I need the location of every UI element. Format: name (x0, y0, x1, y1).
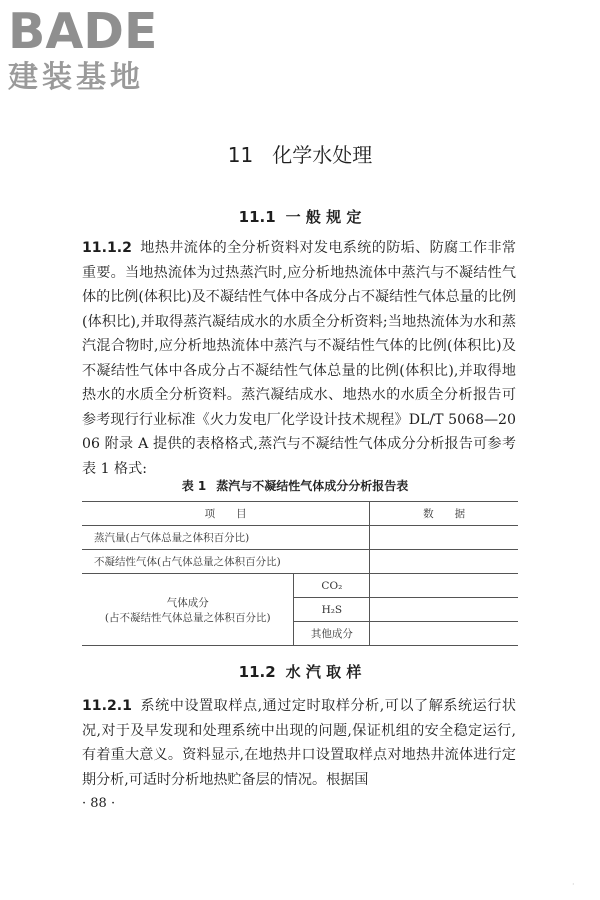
section-heading-11-1 (0, 207, 600, 227)
clause-text: 地热井流体的全分析资料对发电系统的防垢、防腐工作非常重要。当地热流体为过热蒸汽时,应分析地热流体中蒸汽与不凝结性气体的比例(体积比)及不凝结性气体中各成分占不凝结性气体总量的比例(体积比),并取得蒸汽凝结成水的水质全分析资料;当地热流体为水和蒸汽混合物时,应分析地热流体中蒸汽与不凝结性气体的比例(体积比)及不凝结性气体中各成分占不凝结性气体总量的比例(体积比),并取得地热水的水质全分析资料。蒸汽凝结成水、地热水的水质全分析报告可参考现行行业标准《火力发电厂化学设计技术规程》DL/T 5068—2006 附录 A 提供的表格格式,蒸汽与不凝结性气体成分分析报告可参考表 1 格式: (82, 240, 516, 477)
data-cell (370, 574, 518, 598)
chapter-title: 化学水处理 (272, 143, 373, 167)
data-cell (370, 622, 518, 646)
gas-composition-note: (占不凝结性气体总量之体积百分比) (104, 611, 271, 624)
data-cell (370, 598, 518, 622)
table-row (82, 550, 518, 574)
clause-11-1-2 (82, 236, 516, 481)
chapter-number: 11 (227, 143, 254, 167)
logo-subtitle: 建装基地 (8, 60, 144, 95)
row-steam-label: 蒸汽量(占气体总量之体积百分比) (82, 526, 370, 550)
table-number: 表 1 (181, 479, 207, 493)
header-item: 项 目 (82, 502, 370, 526)
corner-mark: · (572, 880, 575, 889)
chapter-heading (0, 141, 600, 169)
section-title: 水 汽 取 样 (285, 663, 362, 681)
section-heading-11-2 (0, 662, 600, 682)
gas-co2: CO₂ (294, 574, 370, 598)
table-row (82, 526, 518, 550)
gas-analysis-table (82, 501, 518, 646)
gas-composition-title: 气体成分 (166, 596, 209, 609)
table-header-row (82, 502, 518, 526)
data-cell (370, 526, 518, 550)
gas-composition-label (82, 574, 294, 646)
clause-number: 11.2.1 (82, 698, 132, 714)
page-number: · 88 · (82, 796, 116, 811)
section-number: 11.2 (238, 663, 276, 681)
table-caption (0, 478, 600, 494)
clause-11-2-1 (82, 694, 516, 792)
data-cell (370, 550, 518, 574)
clause-text: 系统中设置取样点,通过定时取样分析,可以了解系统运行状况,对于及早发现和处理系统中出现的问题,保证机组的安全稳定运行,有着重大意义。资料显示,在地热井口设置取样点对地热井流体进行定期分析,可适时分析地热贮备层的情况。根据国 (82, 698, 516, 788)
table-title: 蒸汽与不凝结性气体成分分析报告表 (216, 479, 409, 493)
table-row (82, 574, 518, 598)
section-title: 一 般 规 定 (285, 208, 362, 226)
header-data: 数 据 (370, 502, 518, 526)
gas-other: 其他成分 (294, 622, 370, 646)
clause-number: 11.1.2 (82, 240, 132, 256)
logo-brand: BADE (8, 3, 158, 60)
gas-h2s: H₂S (294, 598, 370, 622)
publisher-logo (8, 3, 158, 96)
row-ncg-label: 不凝结性气体(占气体总量之体积百分比) (82, 550, 370, 574)
section-number: 11.1 (238, 208, 276, 226)
